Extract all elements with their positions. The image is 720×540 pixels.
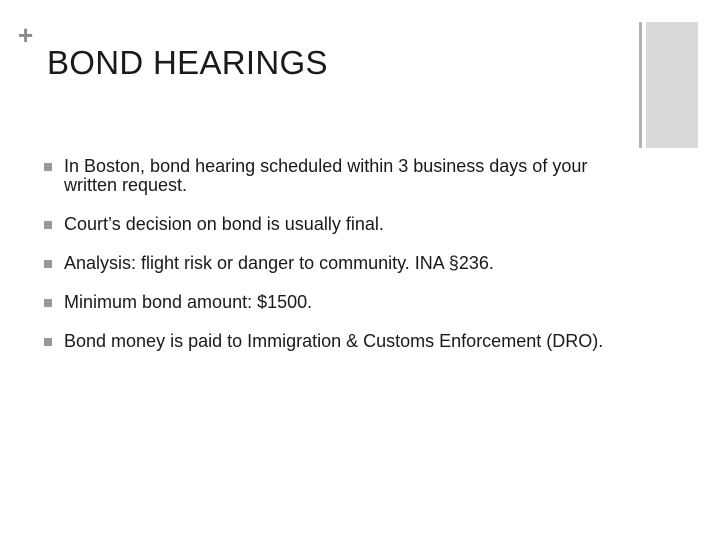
square-bullet-icon (44, 163, 52, 171)
bullet-item (44, 215, 614, 234)
square-bullet-icon (44, 338, 52, 346)
bullet-text: Bond money is paid to Immigration & Customs Enforcement (DRO). (64, 331, 604, 351)
bullet-list (44, 157, 614, 371)
decorative-bar-wide (646, 22, 698, 148)
square-bullet-icon (44, 260, 52, 268)
plus-icon: + (18, 20, 34, 50)
bullet-item (44, 157, 614, 195)
bullet-text: Minimum bond amount: $1500. (64, 292, 313, 312)
decorative-bar-thin (639, 22, 642, 148)
square-bullet-icon (44, 221, 52, 229)
bullet-text: Analysis: flight risk or danger to community. INA §236. (64, 253, 494, 273)
bullet-item (44, 332, 614, 351)
bullet-text: Court’s decision on bond is usually final. (64, 214, 384, 234)
square-bullet-icon (44, 299, 52, 307)
bullet-item (44, 293, 614, 312)
bullet-item (44, 254, 614, 273)
slide-title: BOND HEARINGS (47, 44, 328, 81)
bullet-text: In Boston, bond hearing scheduled within 3 business days of your written request. (64, 156, 588, 195)
